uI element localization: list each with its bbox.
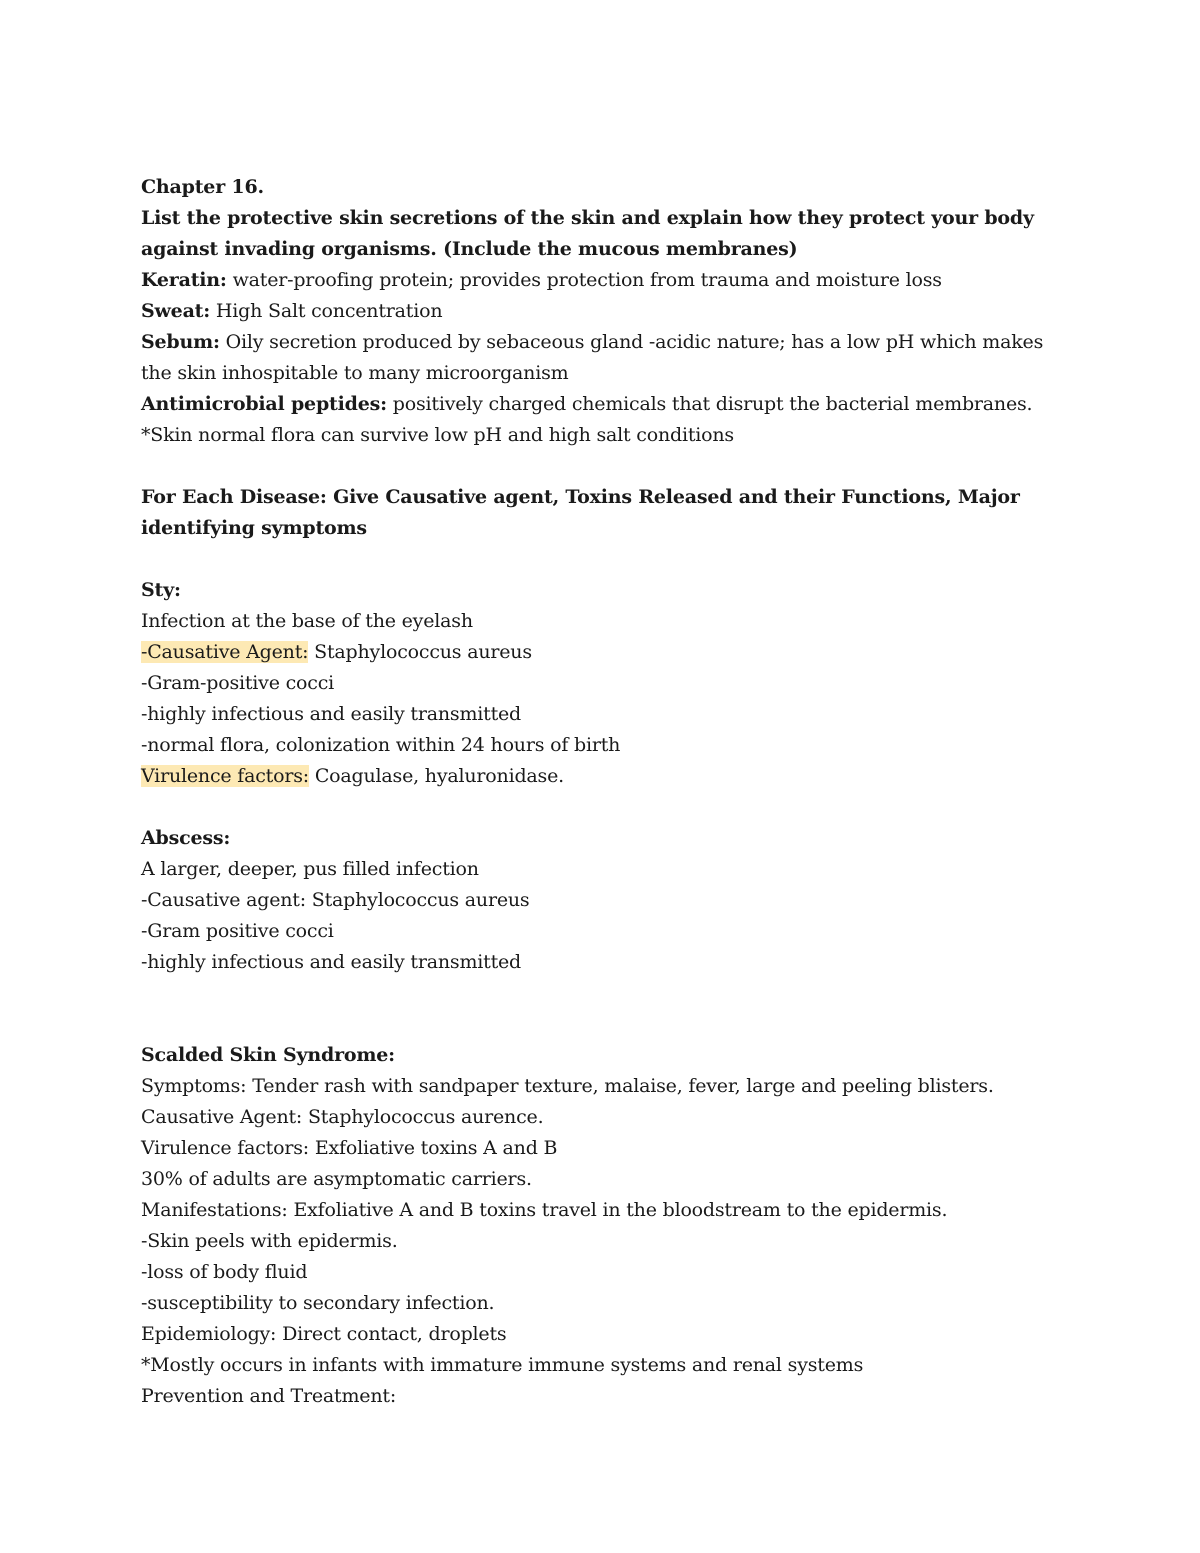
spacer [141, 1009, 1081, 1040]
scalded-virulence: Virulence factors: Exfoliative toxins A and B [141, 1137, 558, 1159]
scalded-agent: Causative Agent: Staphylococcus aurence. [141, 1106, 544, 1128]
peptides-line [141, 389, 1081, 420]
sty-virulence-label: Virulence factors: [141, 765, 309, 787]
sebum-text: Oily secretion produced by sebaceous gland -acidic nature; has a low pH which makes [219, 331, 1044, 353]
flora-note: *Skin normal flora can survive low pH and high salt conditions [141, 424, 734, 446]
sebum-line [141, 327, 1081, 358]
scalded-peels: -Skin peels with epidermis. [141, 1230, 398, 1252]
sty-gram: -Gram-positive cocci [141, 672, 335, 694]
sty-desc: Infection at the base of the eyelash [141, 610, 473, 632]
peptides-term: Antimicrobial peptides: [141, 393, 387, 415]
sebum-term: Sebum: [141, 331, 220, 353]
sty-virulence-value: Coagulase, hyaluronidase. [308, 765, 564, 787]
spacer [141, 544, 1081, 575]
spacer [141, 792, 1081, 823]
sty-heading: Sty: [141, 579, 181, 601]
sty-virulence-line [141, 761, 1081, 792]
question-line-1: List the protective skin secretions of the skin and explain how they protect your body [141, 207, 1034, 229]
abscess-gram: -Gram positive cocci [141, 920, 334, 942]
scalded-epidemiology: Epidemiology: Direct contact, droplets [141, 1323, 507, 1345]
scalded-carriers: 30% of adults are asymptomatic carriers. [141, 1168, 532, 1190]
spacer [141, 978, 1081, 1009]
sty-agent-value: Staphylococcus aureus [308, 641, 532, 663]
abscess-heading: Abscess: [141, 827, 231, 849]
abscess-desc: A larger, deeper, pus filled infection [141, 858, 479, 880]
sweat-line [141, 296, 1081, 327]
sty-agent-label: -Causative Agent: [141, 641, 309, 663]
keratin-line [141, 265, 1081, 296]
keratin-term: Keratin: [141, 269, 227, 291]
question-line-2: against invading organisms. (Include the mucous membranes) [141, 238, 798, 260]
scalded-susceptibility: -susceptibility to secondary infection. [141, 1292, 495, 1314]
spacer [141, 451, 1081, 482]
scalded-infants: *Mostly occurs in infants with immature immune systems and renal systems [141, 1354, 864, 1376]
scalded-symptoms: Symptoms: Tender rash with sandpaper texture, malaise, fever, large and peeling blisters. [141, 1075, 994, 1097]
sty-infectious: -highly infectious and easily transmitted [141, 703, 522, 725]
instruction-line-1: For Each Disease: Give Causative agent, Toxins Released and their Functions, Major [141, 486, 1020, 508]
abscess-agent: -Causative agent: Staphylococcus aureus [141, 889, 530, 911]
abscess-infectious: -highly infectious and easily transmitted [141, 951, 522, 973]
scalded-manifestations: Manifestations: Exfoliative A and B toxins travel in the bloodstream to the epidermis. [141, 1199, 948, 1221]
keratin-text: water-proofing protein; provides protection from trauma and moisture loss [226, 269, 942, 291]
document-page [141, 172, 1081, 1412]
scalded-heading: Scalded Skin Syndrome: [141, 1044, 395, 1066]
peptides-text: positively charged chemicals that disrupt the bacterial membranes. [386, 393, 1033, 415]
scalded-fluid: -loss of body fluid [141, 1261, 308, 1283]
sty-flora: -normal flora, colonization within 24 hours of birth [141, 734, 621, 756]
sweat-text: High Salt concentration [210, 300, 443, 322]
sty-agent-line [141, 637, 1081, 668]
scalded-prevention: Prevention and Treatment: [141, 1385, 397, 1407]
instruction-line-2: identifying symptoms [141, 517, 367, 539]
sweat-term: Sweat: [141, 300, 211, 322]
chapter-title: Chapter 16. [141, 176, 264, 198]
sebum-line-cont: the skin inhospitable to many microorganism [141, 362, 569, 384]
